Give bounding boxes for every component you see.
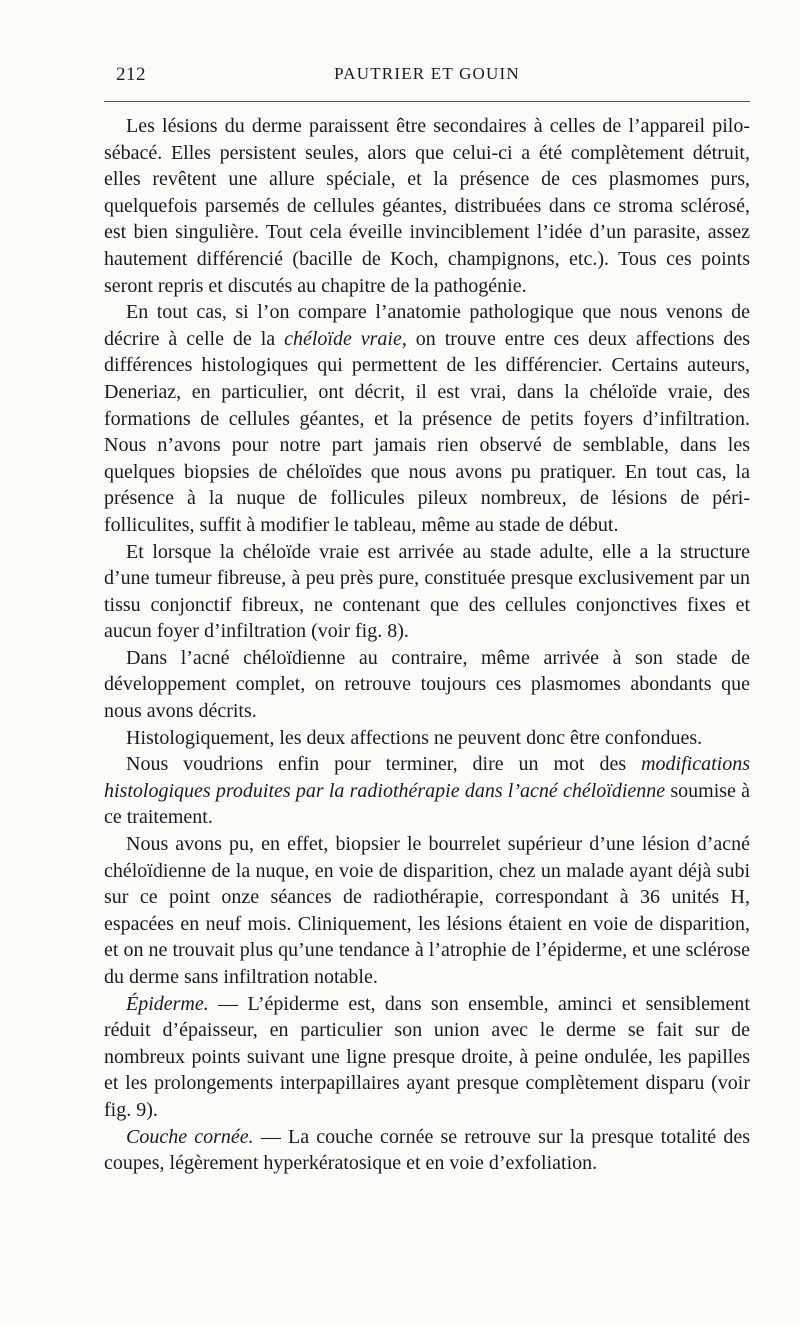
running-head: PAUTRIER ET GOUIN: [334, 64, 520, 83]
emphasis-term: chéloïde vraie,: [284, 327, 407, 350]
paragraph-text: — L’épiderme est, dans son ensemble, aminci et sensiblement réduit d’épaisseur, en particulier son union avec le derme se fait sur de nombreux points suivant une ligne presque droite, à peine ondulée, les papilles et les prolongements interpapillaires ayant presque complètement disparu (voir fig. 9).: [104, 992, 750, 1121]
paragraph-text: soumise à ce traitement.: [104, 779, 750, 829]
header-rule: [104, 101, 750, 102]
paragraph: [104, 299, 750, 538]
paragraph-text: En tout cas, si l’on compare l’anatomie pathologique que nous venons de décrire à celle de la: [104, 301, 750, 350]
paragraph-text: Nous voudrions enfin pour terminer, dire un mot des: [126, 753, 642, 776]
paragraph-text: Les lésions du derme paraissent être secondaires à celles de l’appareil pilo-sébacé. Elles persistent seules, alors que celui-ci a été complètement détruit, elles revêtent une allure spéciale, et la présence de ces plasmomes purs, quelquefois parsemés de cellules géantes, distribuées dans ce stroma sclérosé, est bien singulière. Tout cela éveille invinciblement l’idée d’un parasite, assez hautement différencié (bacille de Koch, champignons, etc.). Tous ces points seront repris et discutés au chapitre de la pathogénie.: [104, 115, 750, 297]
paragraph: [104, 991, 750, 1124]
paragraph-text: Nous avons pu, en effet, biopsier le bourrelet supérieur d’une lésion d’acné chéloïdienne de la nuque, en voie de disparition, chez un malade ayant déjà subi sur ce point onze séances de radiothérapie, correspondant à 36 unités H, espacées en neuf mois. Cliniquement, les lésions étaient en voie de disparition, et on ne trouvait plus qu’une tendance à l’atrophie de l’épiderme, et une sclérose du derme sans infiltration notable.: [104, 833, 750, 988]
paragraph: [104, 113, 750, 299]
paragraph: [104, 1124, 750, 1177]
page-header: [104, 64, 750, 92]
paragraph-text: Dans l’acné chéloïdienne au contraire, même arrivée à son stade de développement complet, on retrouve toujours ces plasmomes abondants que nous avons décrits.: [104, 646, 750, 723]
section-heading-couche-cornee: Couche cornée.: [126, 1125, 254, 1148]
body-text: [104, 113, 750, 1177]
paragraph-text: Et lorsque la chéloïde vraie est arrivée au stade adulte, elle a la structure d’une tumeur fibreuse, à peu près pure, constituée presque exclusivement par un tissu conjonctif fibreux, ne contenant que des cellules conjonctives fixes et aucun foyer d’infiltration (voir fig. 8).: [104, 540, 750, 643]
paragraph: [104, 725, 750, 752]
paragraph: [104, 645, 750, 725]
paragraph: [104, 751, 750, 831]
paragraph: [104, 831, 750, 991]
page-number: 212: [116, 64, 146, 85]
paragraph: [104, 539, 750, 645]
paragraph-text: Histologiquement, les deux affections ne peuvent donc être confondues.: [126, 726, 703, 749]
emphasis-phrase: modifications histologiques produites par la radiothérapie dans l’acné chéloïdienne: [104, 753, 750, 802]
paragraph-text: on trouve entre ces deux affections des différences histologiques qui permettent de les différencier. Certains auteurs, Deneriaz, en particulier, ont décrit, il est vrai, dans la chéloïde vraie, des formations de cellules géantes, et la présence de petits foyers d’infiltration. Nous n’avons pour notre part jamais rien observé de semblable, dans les quelques biopsies de chéloïdes que nous avons pu pratiquer. En tout cas, la présence à la nuque de follicules pileux nombreux, de lésions de péri-folliculites, suffit à modifier le tableau, même au stade de début.: [104, 327, 751, 536]
section-heading-epiderme: Épiderme.: [126, 992, 209, 1015]
paragraph-text: — La couche cornée se retrouve sur la presque totalité des coupes, légèrement hyperkératosique et en voie d’exfoliation.: [104, 1125, 750, 1175]
